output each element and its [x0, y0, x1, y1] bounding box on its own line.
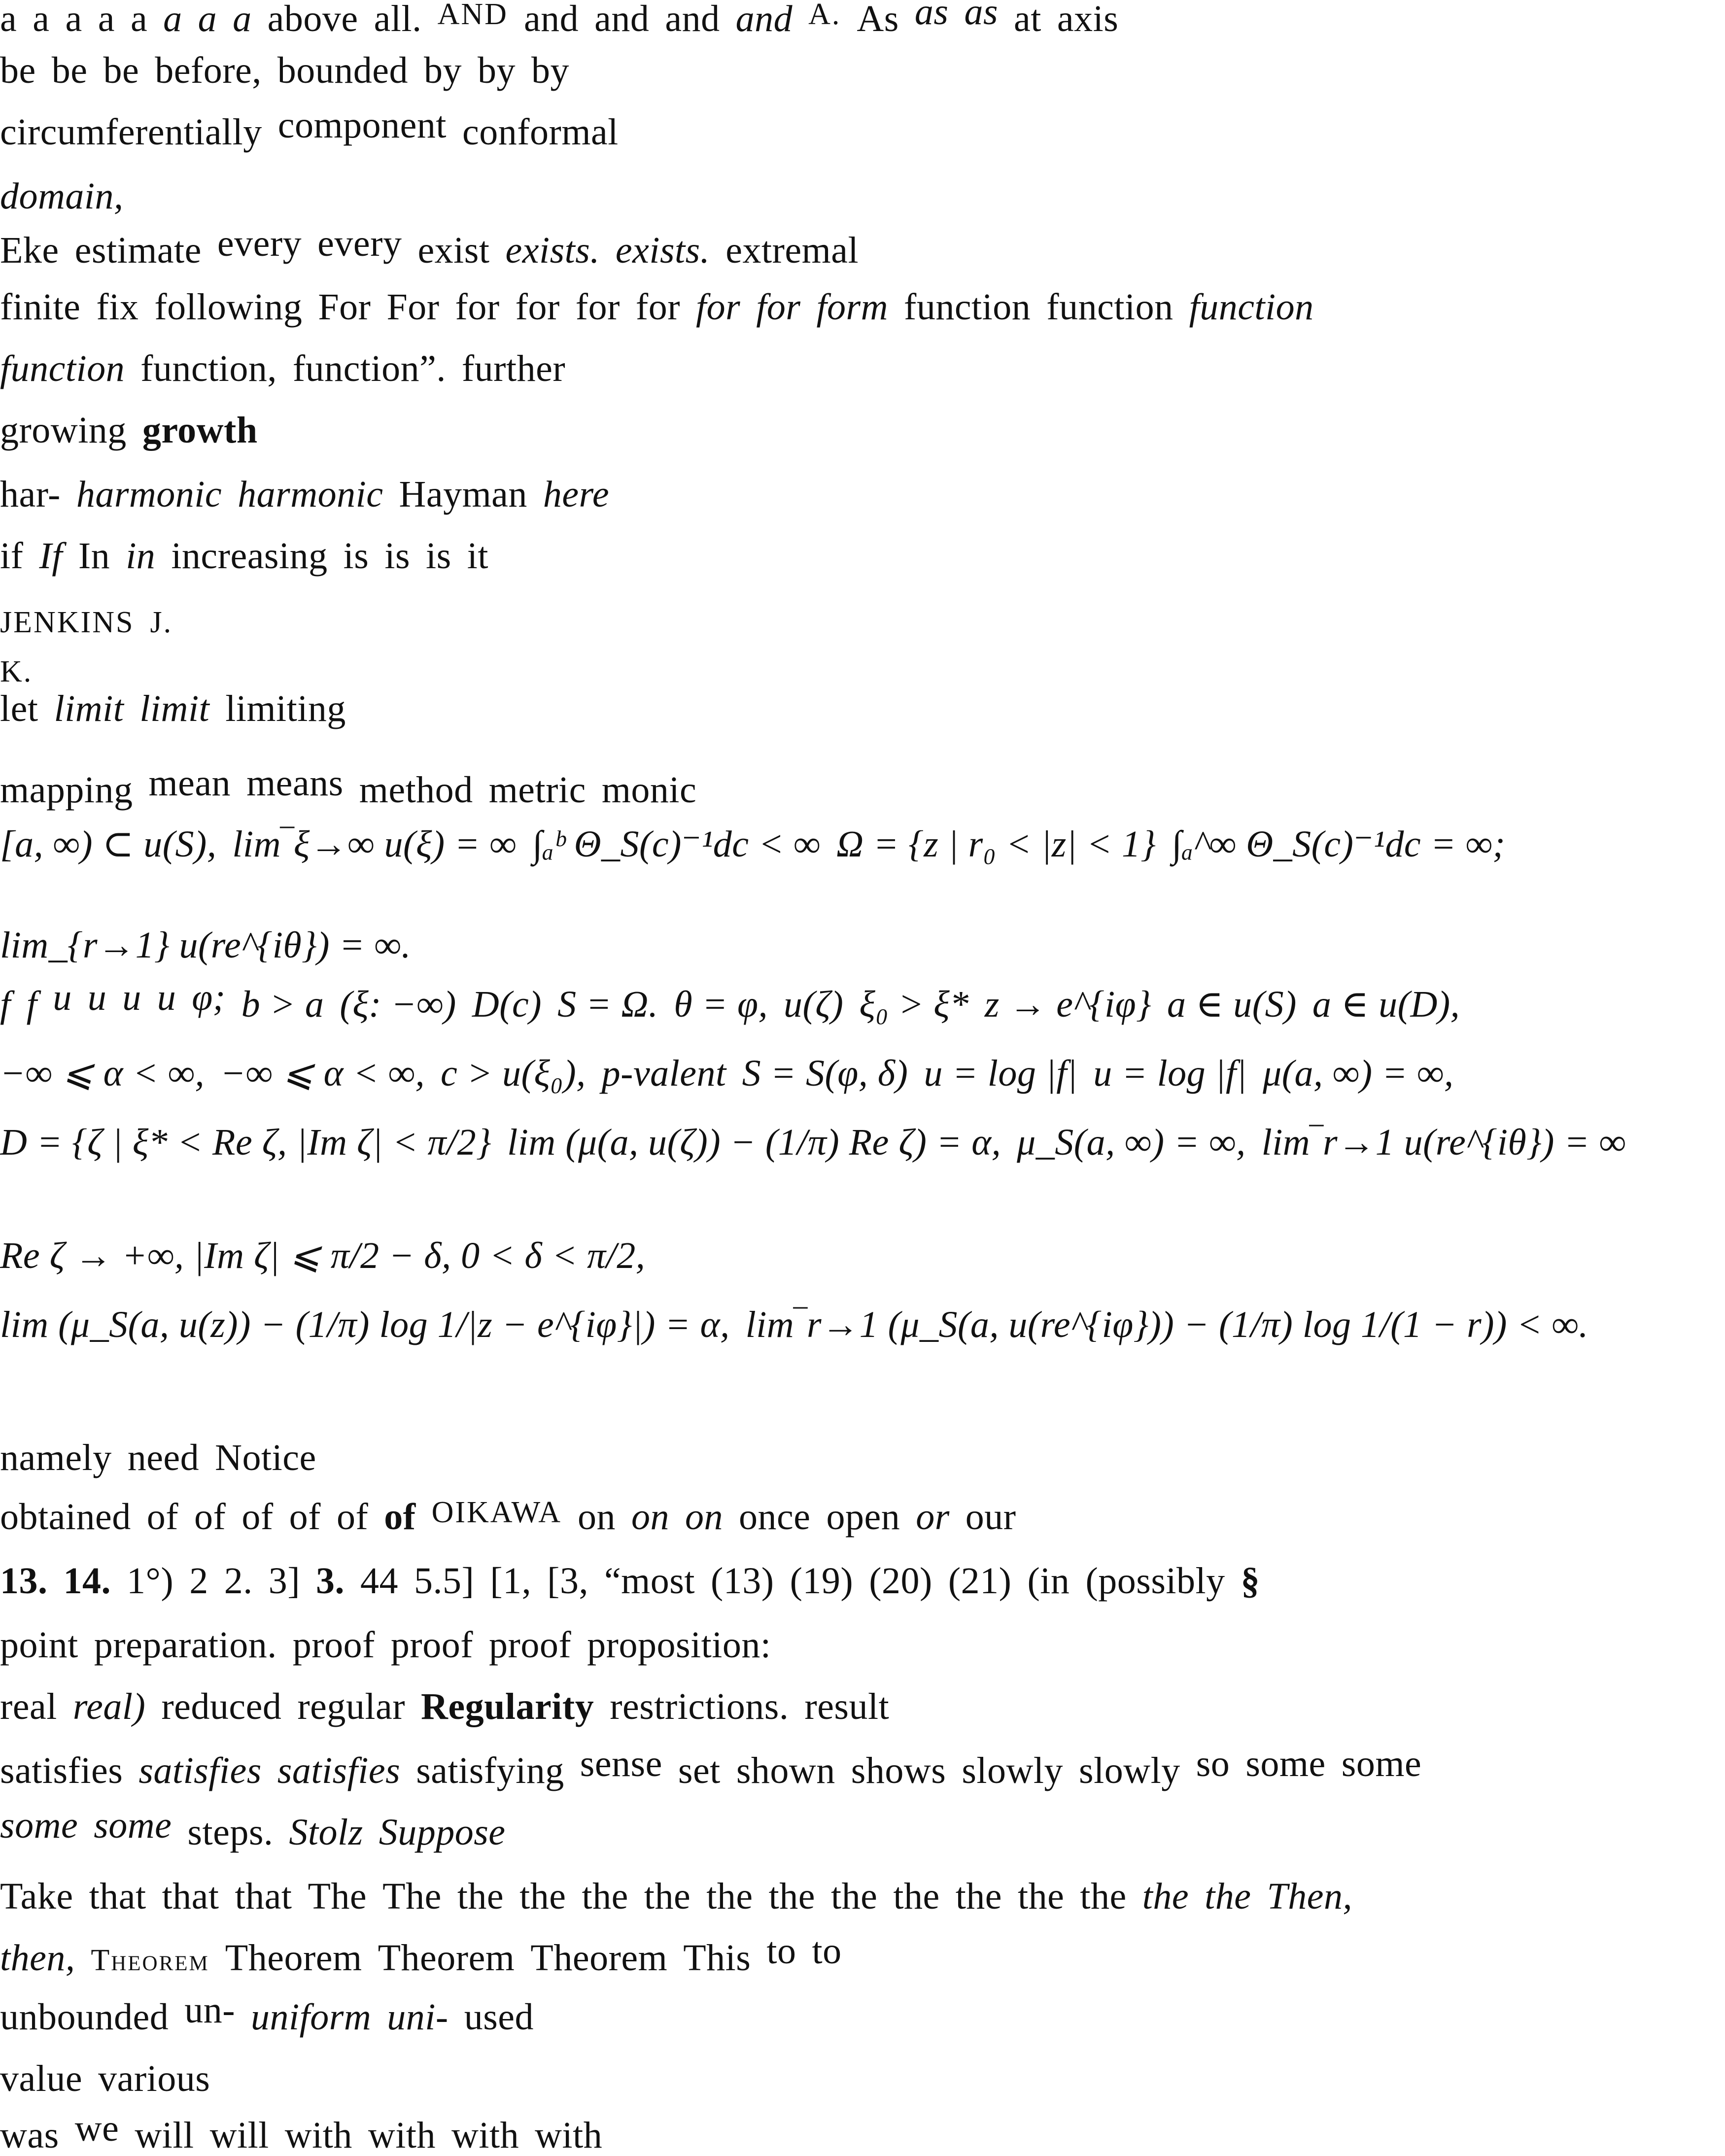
- word: lim_{r→1} u(re^{iθ}) = ∞.: [0, 924, 411, 966]
- word: the: [955, 1876, 1002, 1917]
- word: μ_S(a, ∞) = ∞,: [1017, 1122, 1246, 1163]
- word: used: [464, 1996, 534, 2038]
- word: satisfies: [0, 1750, 123, 1791]
- word: D = {ζ | ξ* < Re ζ, |Im ζ| < π/2}: [0, 1122, 492, 1163]
- text-line: [0, 1805, 506, 1853]
- word: real: [0, 1686, 57, 1727]
- word: lim‾r→1 (μ_S(a, u(re^{iφ})) − (1/π) log 1/(1 − r)) < ∞.: [745, 1304, 1588, 1345]
- word: will: [209, 2115, 269, 2156]
- text-line: [0, 1930, 842, 1979]
- word: following: [154, 286, 303, 328]
- word: growing: [0, 410, 127, 451]
- word: every: [317, 223, 402, 264]
- word: function: [0, 348, 125, 389]
- word: har-: [0, 474, 61, 515]
- word: with: [535, 2115, 603, 2156]
- word: AND: [437, 0, 508, 31]
- word: with: [284, 2115, 352, 2156]
- word: and: [735, 0, 793, 39]
- word: OIKAWA: [431, 1496, 562, 1529]
- word: shown: [736, 1750, 835, 1791]
- word: mean: [148, 762, 231, 804]
- text-line: [0, 762, 697, 811]
- text-line: [0, 1237, 645, 1274]
- word: −∞ ⩽ α < ∞,: [0, 1053, 205, 1094]
- word: the: [1080, 1876, 1127, 1917]
- word: u = log |f|: [1093, 1053, 1247, 1094]
- word: extremal: [725, 230, 859, 271]
- word: of: [384, 1496, 416, 1538]
- word: u: [53, 977, 72, 1018]
- word: “most: [604, 1560, 695, 1602]
- word: exists.: [615, 230, 710, 271]
- word: Eke: [0, 230, 59, 271]
- word: −∞ ⩽ α < ∞,: [220, 1053, 425, 1094]
- word: function”.: [292, 348, 446, 389]
- word: means: [246, 762, 344, 804]
- word: (possibly: [1085, 1560, 1225, 1602]
- word: [a, ∞) ⊂ u(S),: [0, 823, 217, 865]
- word: unbounded: [0, 1996, 169, 2038]
- word: result: [804, 1686, 890, 1727]
- word: f: [0, 984, 11, 1025]
- text-line: [0, 1743, 1422, 1791]
- word: on: [631, 1496, 670, 1538]
- word: JENKINS: [0, 606, 135, 639]
- word: to: [812, 1930, 842, 1972]
- word: proposition:: [587, 1624, 771, 1666]
- word: the: [644, 1876, 691, 1917]
- word: the: [582, 1876, 628, 1917]
- word: value: [0, 2058, 83, 2099]
- word: increasing: [171, 535, 328, 577]
- word: some: [1341, 1743, 1422, 1784]
- word: Notice: [215, 1437, 316, 1478]
- word: form: [816, 286, 889, 328]
- word: S = S(φ, δ): [742, 1053, 908, 1094]
- word: set: [678, 1750, 721, 1791]
- word: slowly: [962, 1750, 1064, 1791]
- text-line: [0, 1439, 316, 1476]
- word: for: [756, 286, 801, 328]
- word: θ = φ,: [674, 984, 768, 1025]
- word: of: [289, 1496, 321, 1538]
- word: once: [739, 1496, 811, 1538]
- word: a ∈ u(S): [1167, 984, 1297, 1025]
- word: steps.: [187, 1812, 274, 1853]
- word: the: [519, 1876, 566, 1917]
- word: shows: [851, 1750, 946, 1791]
- word: with: [368, 2115, 436, 2156]
- text-line: [0, 1562, 1260, 1600]
- word: Theorem: [225, 1937, 362, 1979]
- word: our: [965, 1496, 1016, 1538]
- word: and: [594, 0, 650, 39]
- word: proof: [390, 1624, 474, 1666]
- word: is: [384, 535, 411, 577]
- word: estimate: [74, 230, 202, 271]
- word: fix: [96, 286, 139, 328]
- word: u: [122, 977, 141, 1018]
- text-line: [0, 1124, 1626, 1161]
- text-line: [0, 177, 124, 215]
- word: 2: [189, 1560, 208, 1602]
- word: u: [87, 977, 107, 1018]
- word: that: [89, 1876, 146, 1917]
- word: at: [1014, 0, 1041, 39]
- word: The: [308, 1876, 367, 1917]
- word: ξ₀ > ξ*: [859, 984, 969, 1025]
- word: circumferentially: [0, 111, 262, 153]
- word: b > a: [241, 984, 324, 1025]
- word: on: [685, 1496, 724, 1538]
- word: a: [98, 0, 115, 39]
- word: metric: [488, 769, 586, 811]
- word: in: [126, 535, 156, 577]
- word: For: [386, 286, 440, 328]
- word: obtained: [0, 1496, 131, 1538]
- word: the: [1205, 1876, 1251, 1917]
- word: 14.: [63, 1560, 111, 1602]
- word: Regularity: [421, 1686, 594, 1727]
- word: a: [130, 0, 148, 39]
- word: satisfies: [138, 1750, 262, 1791]
- word: by: [531, 50, 570, 91]
- text-line: [0, 411, 258, 449]
- word: Theorem: [530, 1937, 668, 1979]
- word: z → e^{iφ}: [984, 984, 1152, 1025]
- word: a: [163, 0, 182, 39]
- word: monic: [601, 769, 697, 811]
- word: (19): [790, 1560, 854, 1602]
- word: reduced: [161, 1686, 282, 1727]
- text-line: [0, 104, 619, 153]
- text-line: [0, 2108, 603, 2156]
- word: If: [39, 535, 63, 577]
- word: regular: [297, 1686, 406, 1727]
- word: some: [0, 1805, 78, 1846]
- word: is: [426, 535, 451, 577]
- word: J.: [150, 606, 173, 639]
- text-line: [0, 825, 1505, 863]
- word: of: [242, 1496, 274, 1538]
- text-line: [0, 601, 172, 639]
- word: growth: [142, 410, 258, 451]
- word: harmonic: [76, 474, 222, 515]
- word: as: [914, 0, 949, 33]
- word: exist: [417, 230, 490, 271]
- word: Theorem: [91, 1944, 209, 1977]
- text-line: [0, 1989, 534, 2038]
- word: namely: [0, 1437, 112, 1478]
- word: A.: [808, 0, 841, 31]
- word: satisfying: [416, 1750, 564, 1791]
- word: above: [267, 0, 358, 39]
- word: (21): [948, 1560, 1012, 1602]
- text-line: [0, 476, 609, 513]
- word: was: [0, 2115, 59, 2156]
- word: every: [217, 223, 302, 264]
- word: real): [72, 1686, 146, 1727]
- word: the: [830, 1876, 878, 1917]
- word: for: [455, 286, 500, 328]
- text-line: [0, 650, 33, 688]
- word: lim (μ_S(a, u(z)) − (1/π) log 1/|z − e^{iφ}|) = α,: [0, 1304, 730, 1345]
- word: by: [424, 50, 462, 91]
- text-line: [0, 926, 411, 964]
- word: §: [1241, 1560, 1260, 1602]
- word: 13.: [0, 1560, 48, 1602]
- text-line: [0, 690, 346, 727]
- text-line: [0, 977, 1460, 1025]
- word: a: [33, 0, 50, 39]
- word: Hayman: [399, 474, 527, 515]
- word: K.: [0, 655, 33, 688]
- word: a ∈ u(D),: [1312, 984, 1460, 1025]
- word: will: [135, 2115, 194, 2156]
- word: f: [26, 984, 37, 1025]
- word: For: [318, 286, 371, 328]
- word: some: [1245, 1743, 1326, 1784]
- word: finite: [0, 286, 81, 328]
- word: component: [277, 104, 447, 146]
- word: un-: [184, 1989, 236, 2031]
- word: 3.: [316, 1560, 345, 1602]
- text-line: [0, 1688, 889, 1725]
- word: then,: [0, 1937, 75, 1979]
- word: proof: [489, 1624, 572, 1666]
- word: [1,: [490, 1560, 532, 1602]
- word: here: [543, 474, 610, 515]
- word: all.: [374, 0, 422, 39]
- word: u(ζ): [784, 984, 844, 1025]
- word: the: [706, 1876, 753, 1917]
- word: with: [451, 2115, 519, 2156]
- word: be: [0, 50, 36, 91]
- word: In: [78, 535, 110, 577]
- word: [3,: [547, 1560, 588, 1602]
- text-line: [0, 1498, 1016, 1536]
- word: limit: [139, 688, 210, 729]
- word: Then,: [1267, 1876, 1352, 1917]
- word: and: [665, 0, 720, 39]
- word: (in: [1027, 1560, 1070, 1602]
- word: (13): [711, 1560, 774, 1602]
- word: need: [127, 1437, 200, 1478]
- word: u = log |f|: [924, 1053, 1078, 1094]
- word: open: [826, 1496, 900, 1538]
- word: and: [523, 0, 579, 39]
- word: if: [0, 535, 24, 577]
- word: Ω = {z | r₀ < |z| < 1}: [836, 823, 1156, 865]
- text-line: [0, 2060, 210, 2097]
- word: of: [194, 1496, 226, 1538]
- word: ∫ₐ^∞ Θ_S(c)⁻¹dc = ∞;: [1172, 823, 1506, 865]
- text-line: [0, 223, 859, 271]
- word: The: [382, 1876, 442, 1917]
- word: D(c): [472, 984, 542, 1025]
- word: function: [1189, 286, 1314, 328]
- word: 44: [360, 1560, 399, 1602]
- word: bounded: [277, 50, 409, 91]
- word: μ(a, ∞) = ∞,: [1263, 1053, 1454, 1094]
- word: the: [1018, 1876, 1065, 1917]
- word: for: [575, 286, 620, 328]
- word: lim‾r→1 u(re^{iθ}) = ∞: [1261, 1122, 1626, 1163]
- word: ∫ₐᵇ Θ_S(c)⁻¹dc < ∞: [532, 823, 821, 865]
- text-line: [0, 1306, 1588, 1343]
- word: Take: [0, 1876, 73, 1917]
- word: as: [964, 0, 999, 33]
- word: for: [515, 286, 560, 328]
- word: that: [162, 1876, 219, 1917]
- text-line: [0, 288, 1314, 326]
- word: φ;: [192, 977, 226, 1018]
- word: conformal: [462, 111, 619, 153]
- word: exists.: [505, 230, 600, 271]
- word: sense: [580, 1743, 662, 1784]
- word: c > u(ξ₀),: [441, 1053, 586, 1094]
- word: p-valent: [601, 1053, 726, 1094]
- word: This: [683, 1937, 751, 1979]
- word: lim (μ(a, u(ζ)) − (1/π) Re ζ) = α,: [507, 1122, 1001, 1163]
- word: or: [916, 1496, 950, 1538]
- word: function: [1046, 286, 1173, 328]
- word: uniform: [251, 1996, 372, 2038]
- word: 1°): [127, 1560, 174, 1602]
- word: harmonic: [238, 474, 383, 515]
- word: the: [457, 1876, 504, 1917]
- word: 5.5]: [414, 1560, 475, 1602]
- word: of: [146, 1496, 179, 1538]
- word: various: [98, 2058, 210, 2099]
- word: (ξ: −∞): [340, 984, 456, 1025]
- word: for: [635, 286, 681, 328]
- text-line: [0, 1055, 1453, 1092]
- word: the: [1142, 1876, 1189, 1917]
- word: the: [768, 1876, 815, 1917]
- word: let: [0, 688, 38, 729]
- text-line: [0, 537, 488, 575]
- word: S = Ω.: [557, 984, 658, 1025]
- word: Re ζ → +∞, |Im ζ| ⩽ π/2 − δ, 0 < δ < π/2,: [0, 1235, 646, 1276]
- word: we: [74, 2108, 119, 2149]
- word: Suppose: [379, 1812, 506, 1853]
- word: satisfies: [277, 1750, 401, 1791]
- word: is: [343, 535, 369, 577]
- word: a: [198, 0, 217, 39]
- word: domain,: [0, 175, 124, 217]
- word: limit: [54, 688, 124, 729]
- word: mapping: [0, 769, 133, 811]
- word: method: [359, 769, 473, 811]
- word: lim‾ξ→∞ u(ξ) = ∞: [232, 823, 517, 865]
- word: axis: [1057, 0, 1119, 39]
- word: the: [893, 1876, 940, 1917]
- word: (20): [869, 1560, 932, 1602]
- word: point: [0, 1624, 78, 1666]
- word: uni-: [387, 1996, 448, 2038]
- word: of: [336, 1496, 369, 1538]
- word: 3]: [268, 1560, 301, 1602]
- word: further: [461, 348, 566, 389]
- word: a: [65, 0, 82, 39]
- word: be: [103, 50, 139, 91]
- word: Stolz: [289, 1812, 363, 1853]
- word: by: [478, 50, 516, 91]
- word: some: [94, 1805, 172, 1846]
- text-line: [0, 52, 569, 89]
- word: that: [235, 1876, 292, 1917]
- word: before,: [155, 50, 262, 91]
- word: function,: [140, 348, 277, 389]
- text-line: [0, 1626, 771, 1664]
- word: restrictions.: [610, 1686, 789, 1727]
- word: for: [696, 286, 741, 328]
- word: limiting: [225, 688, 346, 729]
- text-line: [0, 1878, 1352, 1915]
- word: be: [51, 50, 88, 91]
- text-line: [0, 350, 565, 387]
- word: As: [857, 0, 899, 39]
- word: preparation.: [94, 1624, 277, 1666]
- word: slowly: [1079, 1750, 1180, 1791]
- word: proof: [292, 1624, 375, 1666]
- word: a: [233, 0, 252, 39]
- word: Theorem: [378, 1937, 515, 1979]
- word: u: [157, 977, 176, 1018]
- word: a: [0, 0, 17, 39]
- word: on: [578, 1496, 616, 1538]
- word: function: [904, 286, 1031, 328]
- word: it: [467, 535, 488, 577]
- word: 2.: [224, 1560, 253, 1602]
- word: to: [766, 1930, 796, 1972]
- text-line: [0, 0, 1118, 37]
- word: so: [1196, 1743, 1230, 1784]
